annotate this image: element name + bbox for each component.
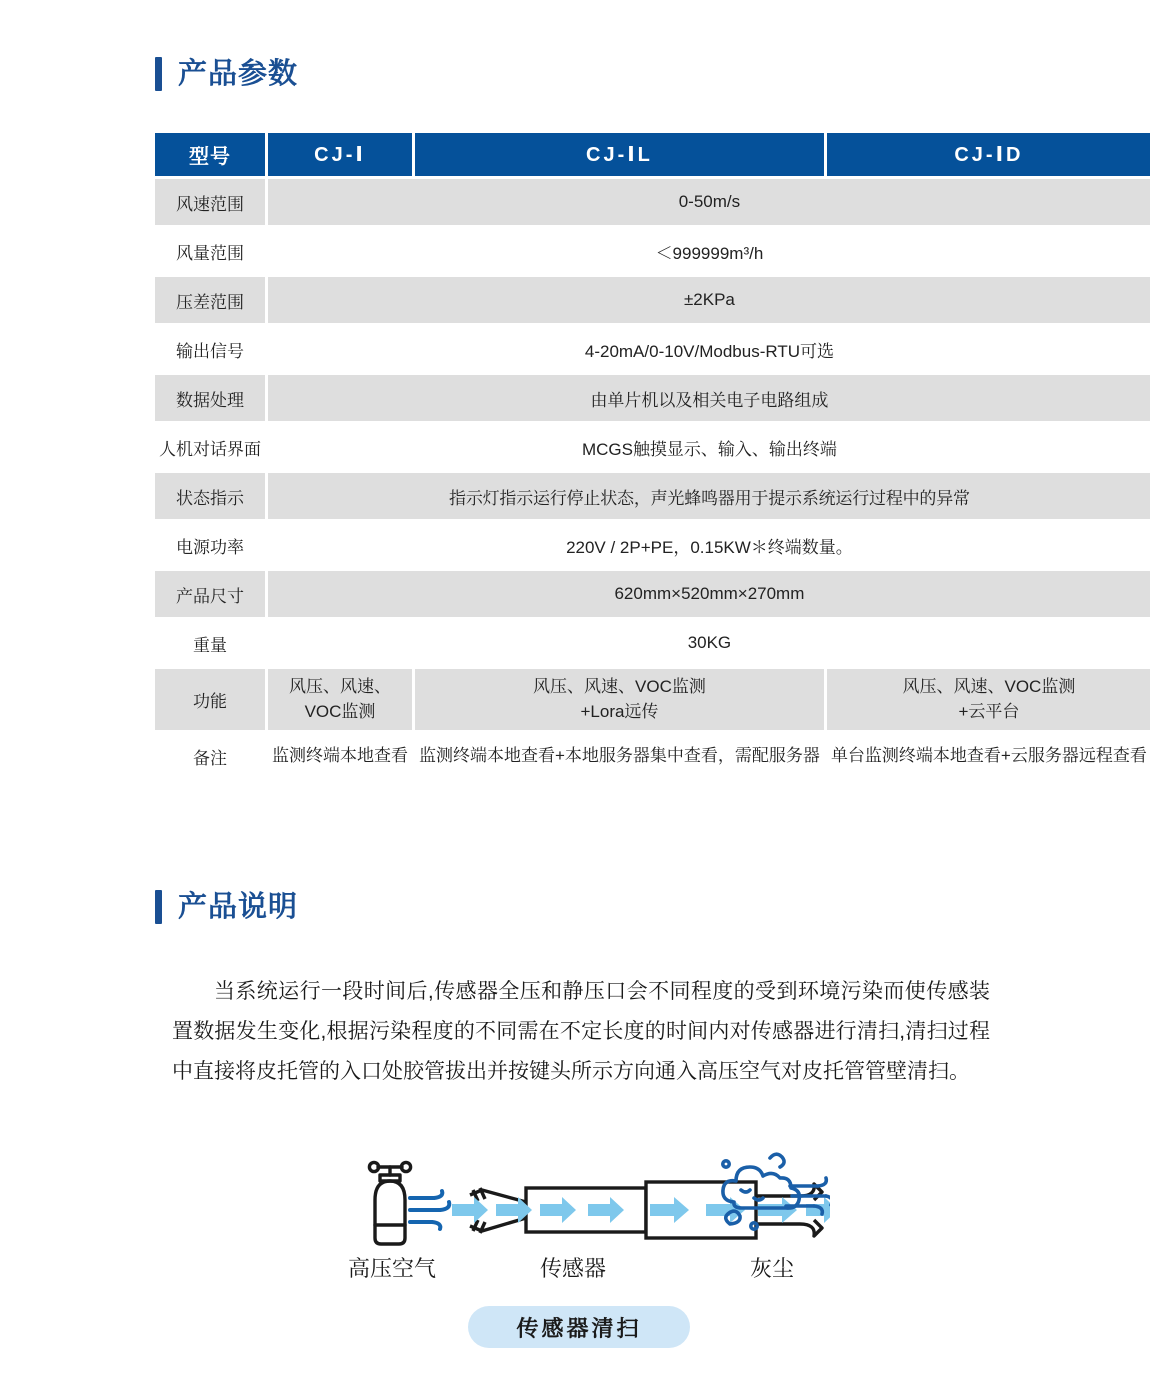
table-row <box>155 620 1150 669</box>
description-paragraph: 当系统运行一段时间后,传感器全压和静压口会不同程度的受到环境污染而使传感装置数据发生变化,根据污染程度的不同需在不定长度的时间内对传感器进行清扫,清扫过程中直接将皮托管的入口处胶管拔出并按键头所示方向通入高压空气对皮托管管壁清扫。 <box>172 980 990 1083</box>
diagram-svg <box>330 1140 830 1260</box>
row-label: 输出信号 <box>155 326 268 375</box>
row-value: 由单片机以及相关电子电路组成 <box>268 375 1150 424</box>
row-value-cell: 单台监测终端本地查看+云服务器远程查看 <box>827 733 1150 782</box>
table-row <box>155 228 1150 277</box>
row-label: 电源功率 <box>155 522 268 571</box>
table-header-row <box>155 133 1150 179</box>
label-sensor: 传感器 <box>540 1256 607 1281</box>
row-value: 30KG <box>268 620 1150 669</box>
row-value: 4-20mA/0-10V/Modbus-RTU可选 <box>268 326 1150 375</box>
row-label: 风量范围 <box>155 228 268 277</box>
row-value: 220V / 2P+PE，0.15KW＊终端数量。 <box>268 522 1150 571</box>
gas-cylinder-icon <box>369 1162 410 1244</box>
row-label: 功能 <box>155 669 268 733</box>
table-row <box>155 571 1150 620</box>
sensor-cleaning-diagram <box>330 1140 830 1260</box>
table-header <box>155 133 1150 179</box>
col-header-cj1l: CJ-ⅠL <box>415 133 827 179</box>
accent-bar-icon <box>155 890 162 924</box>
label-dust: 灰尘 <box>750 1256 795 1281</box>
row-value: 指示灯指示运行停止状态，声光蜂鸣器用于提示系统运行过程中的异常 <box>268 473 1150 522</box>
row-value: MCGS触摸显示、输入、输出终端 <box>268 424 1150 473</box>
row-value-cell: 监测终端本地查看 <box>268 733 415 782</box>
table-row <box>155 733 1150 782</box>
row-value-cell: 监测终端本地查看+本地服务器集中查看，需配服务器 <box>415 733 827 782</box>
table-body <box>155 179 1150 782</box>
col-header-model: 型号 <box>155 133 268 179</box>
diagram-labels <box>155 1252 1000 1286</box>
row-label: 压差范围 <box>155 277 268 326</box>
row-label: 人机对话界面 <box>155 424 268 473</box>
row-value: ＜999999m³/h <box>268 228 1150 277</box>
row-value-cell: 风压、风速、VOC监测 +云平台 <box>827 669 1150 733</box>
specifications-table <box>155 133 1150 782</box>
row-value: ±2KPa <box>268 277 1150 326</box>
table-row <box>155 522 1150 571</box>
table-row <box>155 326 1150 375</box>
col-header-cj1: CJ-Ⅰ <box>268 133 415 179</box>
section-heading-description <box>155 890 298 924</box>
table-row <box>155 669 1150 733</box>
table-row <box>155 375 1150 424</box>
row-value-cell: 风压、风速、 VOC监测 <box>268 669 415 733</box>
page-title-description: 产品说明 <box>178 890 299 923</box>
row-label: 重量 <box>155 620 268 669</box>
air-jet-icon <box>410 1191 449 1229</box>
row-label: 数据处理 <box>155 375 268 424</box>
label-high-pressure-air: 高压空气 <box>348 1256 437 1281</box>
row-value-cell: 风压、风速、VOC监测 +Lora远传 <box>415 669 827 733</box>
section-heading-parameters <box>155 57 298 91</box>
table-row <box>155 424 1150 473</box>
table-row <box>155 179 1150 228</box>
col-header-cj1d: CJ-ⅠD <box>827 133 1150 179</box>
accent-bar-icon <box>155 57 162 91</box>
row-value: 620mm×520mm×270mm <box>268 571 1150 620</box>
row-label: 风速范围 <box>155 179 268 228</box>
diagram-caption-badge: 传感器清扫 <box>468 1306 690 1348</box>
row-label: 备注 <box>155 733 268 782</box>
row-value: 0-50m/s <box>268 179 1150 228</box>
row-label: 状态指示 <box>155 473 268 522</box>
table-row <box>155 473 1150 522</box>
table-row <box>155 277 1150 326</box>
row-label: 产品尺寸 <box>155 571 268 620</box>
page-title-parameters: 产品参数 <box>178 57 299 90</box>
